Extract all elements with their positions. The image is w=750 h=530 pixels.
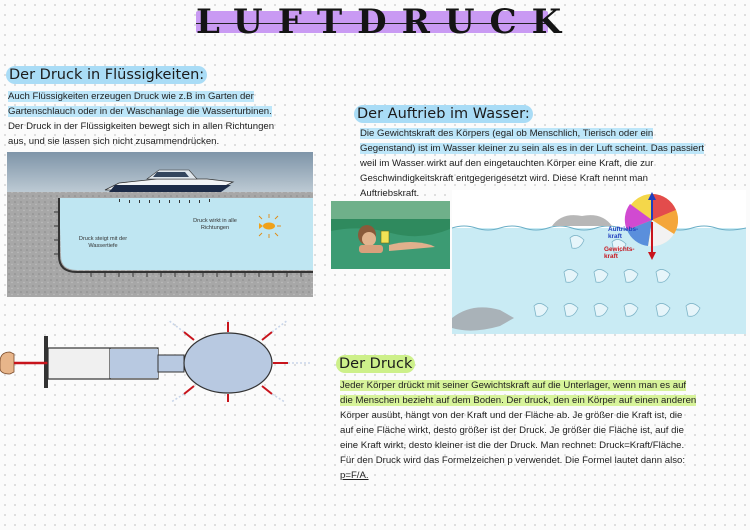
buoyancy-line-5: Auftriebskraft. (360, 188, 420, 199)
section-heading-fluids: Der Druck in Flüssigkeiten: (6, 66, 207, 84)
section-heading-buoyancy: Der Auftrieb im Wasser: (354, 105, 533, 123)
pressure-line-2: die Menschen bezieht auf dem Boden. Der druck, den ein Körper auf einen anderen (340, 395, 697, 406)
buoyancy-line-3: weil im Wasser wirkt auf den eingetauchten Körper eine Kraft, die zur (360, 158, 654, 169)
syringe-diagram (0, 318, 326, 402)
pressure-line-6: Für den Druck wird das Formelzeichen p verwendet. Die Formel lautet dann also: (340, 455, 685, 466)
pressure-formula: p=F/A. (340, 470, 369, 481)
pressure-text (340, 378, 745, 483)
buoyancy-illustration (452, 190, 746, 334)
label-pressure-depth: Druck steigt mit der Wassertiefe (78, 236, 128, 249)
label-buoyancy-force: Auftriebs-kraft (608, 226, 639, 240)
fluids-line-4: aus, und sie lassen sich nicht zusammendrücken. (8, 136, 220, 147)
pressure-line-4: auf eine Fläche wirkt, desto größer ist der Druck. Je größer die Fläche ist, auf die (340, 425, 684, 436)
section-heading-pressure: Der Druck (336, 355, 415, 373)
fluids-text (8, 89, 308, 149)
label-pressure-all-directions: Druck wirkt in alle Richtungen (193, 218, 237, 231)
fluids-line-2: Gartenschlauch oder in der Waschanlage die Wasserturbinen. (8, 106, 272, 117)
fluid-pressure-illustration (7, 152, 313, 297)
label-weight-force: Gewichts-kraft (604, 246, 635, 260)
floating-person-photo (331, 201, 450, 269)
pressure-line-5: eine Kraft wirkt, desto kleiner ist die der Druck. Man rechnet: Druck=Kraft/Fläche. (340, 440, 685, 451)
buoyancy-line-2: Gegenstand) ist im Wasser kleiner zu sein als es in der Luft scheint. Das passiert (360, 143, 705, 154)
buoyancy-line-4: Geschwindigkeitskraft entgegengesetzt wird. Diese Kraft nennt man (360, 173, 648, 184)
fluids-line-3: Der Druck in der Flüssigkeiten bewegt sich in allen Richtungen (8, 121, 275, 132)
pressure-line-1: Jeder Körper drückt mit seiner Gewichtskraft auf die Unterlager, wenn man es auf (340, 380, 687, 391)
pressure-line-3: Körper ausübt, hängt von der Kraft und der Fläche ab. Je größer die Kraft ist, die (340, 410, 683, 421)
syringe-illustration (0, 318, 326, 402)
fluid-pressure-diagram (7, 152, 313, 297)
page-title: LUFTDRUCK (196, 2, 577, 42)
buoyancy-diagram (452, 190, 746, 334)
fluids-line-1: Auch Flüssigkeiten erzeugen Druck wie z.B im Garten der (8, 91, 254, 102)
buoyancy-line-1: Die Gewichtskraft des Körpers (egal ob Menschlich, Tierisch oder ein (360, 128, 654, 139)
